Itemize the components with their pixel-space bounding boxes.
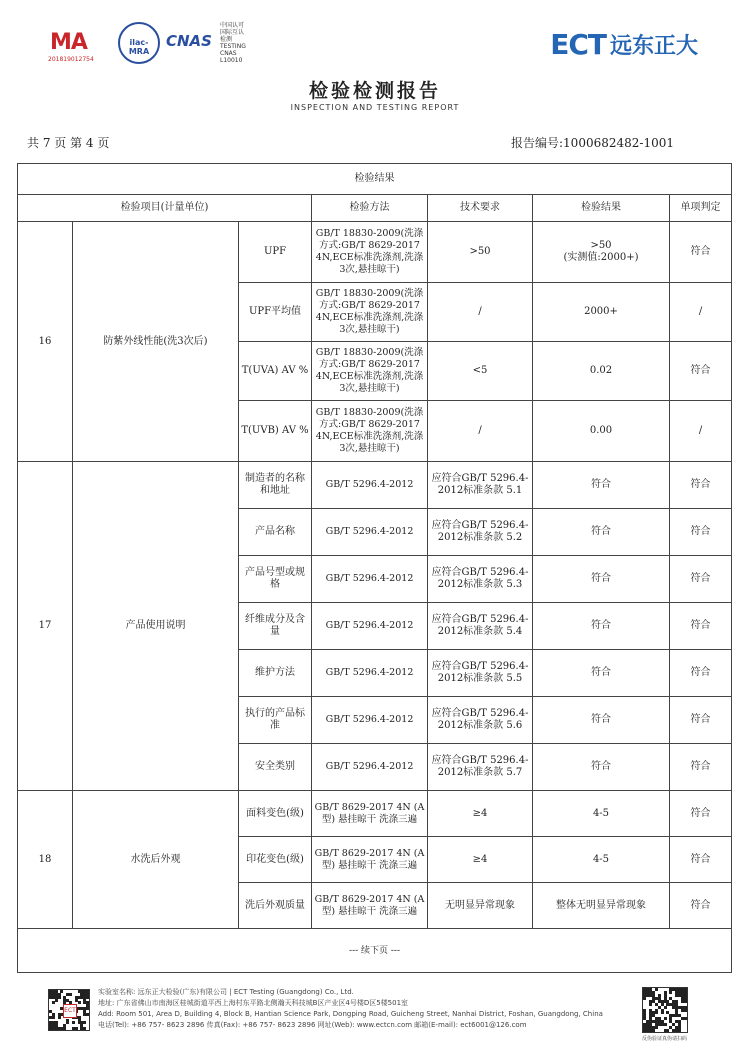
test-result: 符合 xyxy=(533,603,670,650)
report-title: 检验检测报告 xyxy=(308,80,441,102)
test-result: 2000+ xyxy=(533,283,670,342)
group-number: 18 xyxy=(18,791,73,929)
test-method: GB/T 18830-2009(洗涤方式:GB/T 8629-2017 4N,ECE标准洗涤剂,洗涤3次,悬挂晾干) xyxy=(312,222,428,283)
group-number: 17 xyxy=(18,462,73,791)
sub-item: 安全类别 xyxy=(239,744,312,791)
test-method: GB/T 5296.4-2012 xyxy=(312,697,428,744)
ect-brand-logo xyxy=(550,28,698,61)
requirement: 应符合GB/T 5296.4-2012标准条款 5.2 xyxy=(428,509,533,556)
column-header-judgement: 单项判定 xyxy=(670,195,732,222)
footer-address-en: Add: Room 501, Area D, Building 4, Block B, Hantian Science Park, Dongping Road, Guicheng Street, Nanhai District, Foshan, Guangdong, China xyxy=(98,1010,603,1018)
test-method: GB/T 5296.4-2012 xyxy=(312,603,428,650)
test-method: GB/T 8629-2017 4N (A型) 悬挂晾干 洗涤三遍 xyxy=(312,791,428,837)
test-result: 符合 xyxy=(533,744,670,791)
test-result: 符合 xyxy=(533,556,670,603)
footer-contact: 电话(Tel): +86 757- 8623 2896 传真(Fax): +86 757- 8623 2896 网址(Web): www.ectcn.com 邮箱(E-mail): ect6001@126.com xyxy=(98,1021,527,1029)
test-result: 符合 xyxy=(533,462,670,509)
test-result: 符合 xyxy=(533,697,670,744)
test-result: 整体无明显异常现象 xyxy=(533,883,670,929)
brand-cn: 远东正大 xyxy=(609,34,698,59)
cnas-info-line: CNAS L10010 xyxy=(220,50,243,64)
ilac-mra-logo xyxy=(118,22,160,64)
judgement: 符合 xyxy=(670,650,732,697)
group-name: 防紫外线性能(洗3次后) xyxy=(73,222,239,462)
qr-caption: 反伪验证真伪请扫码 xyxy=(642,1036,688,1042)
judgement: / xyxy=(670,401,732,462)
requirement: ≥4 xyxy=(428,837,533,883)
requirement: 应符合GB/T 5296.4-2012标准条款 5.6 xyxy=(428,697,533,744)
ma-code: 201819012754 xyxy=(48,56,94,63)
qr-logo: ECT xyxy=(63,1004,77,1018)
section-title: 检验结果 xyxy=(18,164,732,195)
judgement: 符合 xyxy=(670,509,732,556)
qr-code-icon xyxy=(48,989,90,1031)
requirement: <5 xyxy=(428,342,533,401)
footer-text xyxy=(98,987,603,1031)
ilac-logo-text: ilac-MRA xyxy=(128,38,150,56)
continued-note: --- 续下页 --- xyxy=(18,929,732,973)
requirement: 应符合GB/T 5296.4-2012标准条款 5.3 xyxy=(428,556,533,603)
test-result: 0.00 xyxy=(533,401,670,462)
sub-item: 洗后外观质量 xyxy=(239,883,312,929)
judgement: 符合 xyxy=(670,697,732,744)
sub-item: UPF xyxy=(239,222,312,283)
test-result: 符合 xyxy=(533,509,670,556)
column-header-result: 检验结果 xyxy=(533,195,670,222)
judgement: 符合 xyxy=(670,744,732,791)
sub-item: UPF平均值 xyxy=(239,283,312,342)
sub-item: 维护方法 xyxy=(239,650,312,697)
test-method: GB/T 18830-2009(洗涤方式:GB/T 8629-2017 4N,ECE标准洗涤剂,洗涤3次,悬挂晾干) xyxy=(312,283,428,342)
judgement: 符合 xyxy=(670,462,732,509)
requirement: / xyxy=(428,401,533,462)
requirement: >50 xyxy=(428,222,533,283)
sub-item: 印花变色(级) xyxy=(239,837,312,883)
verification-qr-icon xyxy=(642,987,688,1033)
column-header-method: 检验方法 xyxy=(312,195,428,222)
page-info: 共 7 页 第 4 页 xyxy=(27,136,110,150)
judgement: / xyxy=(670,283,732,342)
sub-item: 纤维成分及含量 xyxy=(239,603,312,650)
cnas-logo-text: CNAS xyxy=(166,32,212,50)
cnas-info-line: 中国认可 xyxy=(220,22,245,29)
report-subtitle: INSPECTION AND TESTING REPORT xyxy=(290,103,460,112)
cnas-info-line: 检测 xyxy=(220,36,233,43)
footer xyxy=(48,985,708,1040)
table-row xyxy=(18,462,732,509)
test-result: 符合 xyxy=(533,650,670,697)
test-result: >50 (实测值:2000+) xyxy=(533,222,670,283)
sub-item: T(UVB) AV % xyxy=(239,401,312,462)
sub-item: T(UVA) AV % xyxy=(239,342,312,401)
report-number: 报告编号:1000682482-1001 xyxy=(511,136,674,150)
requirement: 应符合GB/T 5296.4-2012标准条款 5.5 xyxy=(428,650,533,697)
group-name: 产品使用说明 xyxy=(73,462,239,791)
judgement: 符合 xyxy=(670,837,732,883)
judgement: 符合 xyxy=(670,556,732,603)
sub-item: 产品号型或规格 xyxy=(239,556,312,603)
requirement: 应符合GB/T 5296.4-2012标准条款 5.1 xyxy=(428,462,533,509)
judgement: 符合 xyxy=(670,342,732,401)
judgement: 符合 xyxy=(670,222,732,283)
results-table xyxy=(17,163,732,973)
table-row xyxy=(18,791,732,837)
test-method: GB/T 5296.4-2012 xyxy=(312,650,428,697)
sub-item: 产品名称 xyxy=(239,509,312,556)
group-name: 水洗后外观 xyxy=(73,791,239,929)
column-header-item: 检验项目(计量单位) xyxy=(18,195,312,222)
judgement: 符合 xyxy=(670,791,732,837)
cnas-info xyxy=(220,22,246,64)
judgement: 符合 xyxy=(670,603,732,650)
test-method: GB/T 5296.4-2012 xyxy=(312,462,428,509)
test-method: GB/T 8629-2017 4N (A型) 悬挂晾干 洗涤三遍 xyxy=(312,837,428,883)
requirement: 应符合GB/T 5296.4-2012标准条款 5.4 xyxy=(428,603,533,650)
table-row xyxy=(18,222,732,283)
test-method: GB/T 5296.4-2012 xyxy=(312,556,428,603)
continued-row xyxy=(18,929,732,973)
cnas-info-line: 国际互认 xyxy=(220,29,245,36)
requirement: ≥4 xyxy=(428,791,533,837)
test-result: 0.02 xyxy=(533,342,670,401)
group-number: 16 xyxy=(18,222,73,462)
brand-en: ECT xyxy=(550,28,606,61)
test-method: GB/T 5296.4-2012 xyxy=(312,509,428,556)
test-result: 4-5 xyxy=(533,837,670,883)
cnas-info-line: TESTING xyxy=(220,43,246,50)
ma-logo-text: MA xyxy=(50,30,87,55)
test-method: GB/T 8629-2017 4N (A型) 悬挂晾干 洗涤三遍 xyxy=(312,883,428,929)
sub-item: 执行的产品标准 xyxy=(239,697,312,744)
ma-logo xyxy=(48,22,108,62)
column-header-requirement: 技术要求 xyxy=(428,195,533,222)
test-method: GB/T 18830-2009(洗涤方式:GB/T 8629-2017 4N,ECE标准洗涤剂,洗涤3次,悬挂晾干) xyxy=(312,401,428,462)
requirement: 无明显异常现象 xyxy=(428,883,533,929)
requirement: / xyxy=(428,283,533,342)
footer-address-cn: 地址: 广东省佛山市南海区桂城街道平西上海村东平路北侧瀚天科技城B区产业区4号楼D区5楼501室 xyxy=(98,999,409,1007)
judgement: 符合 xyxy=(670,883,732,929)
cnas-logo xyxy=(166,24,216,60)
test-method: GB/T 18830-2009(洗涤方式:GB/T 8629-2017 4N,ECE标准洗涤剂,洗涤3次,悬挂晾干) xyxy=(312,342,428,401)
footer-lab-name: 实验室名称: 远东正大检验(广东)有限公司 | ECT Testing (Guangdong) Co., Ltd. xyxy=(98,988,354,996)
test-method: GB/T 5296.4-2012 xyxy=(312,744,428,791)
sub-item: 面料变色(级) xyxy=(239,791,312,837)
test-result: 4-5 xyxy=(533,791,670,837)
requirement: 应符合GB/T 5296.4-2012标准条款 5.7 xyxy=(428,744,533,791)
sub-item: 制造者的名称和地址 xyxy=(239,462,312,509)
